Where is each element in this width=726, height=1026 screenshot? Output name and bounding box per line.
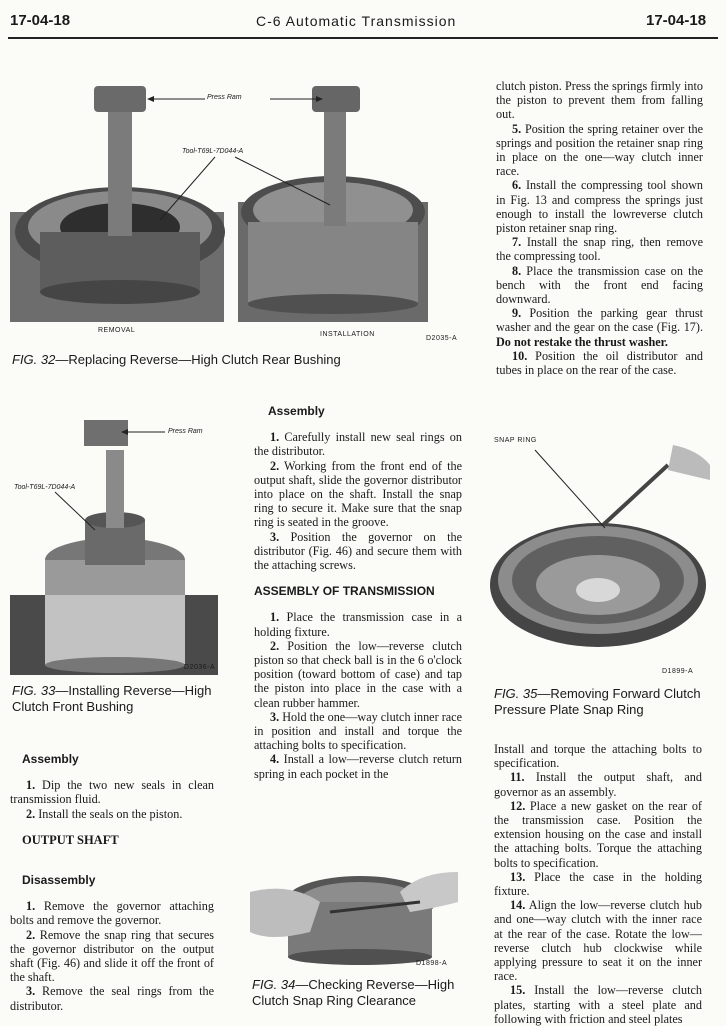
middle-column (254, 404, 462, 781)
disassembly-heading: Disassembly (22, 873, 96, 888)
fig33-press-ram-label: Press Ram (168, 428, 203, 435)
mid-assembly-heading: Assembly (268, 404, 325, 418)
fig34-caption-num: FIG. 34 (252, 977, 296, 992)
fig35-code: D1899-A (662, 668, 694, 675)
fig32-tool-label: Tool-T69L-7D044-A (182, 148, 244, 155)
trans-step-4: 4. Install a low—reverse clutch return spring in each pocket in the (254, 752, 463, 781)
left-assembly-heading: Assembly (22, 752, 79, 766)
fig34-caption (252, 977, 464, 1009)
right-step-10: 10. Position the oil distributor and tubes in place on the rear of the case. (496, 348, 704, 378)
fig32-callout-lines (0, 80, 480, 320)
restake-warning: Do not restake the thrust washer. (496, 334, 668, 349)
fig33-code: D2036-A (184, 664, 216, 671)
fig33-caption-num: FIG. 33 (12, 683, 56, 698)
right-step-12: 12. Place a new gasket on the rear of the transmission case. Position the extension housing on the case and install the attaching bolts. Torque the attaching bolts to specification. (494, 798, 702, 870)
right-step-6: 6. Install the compressing tool shown in Fig. 13 and compress the springs just enough to install the lowreverse clutch piston retainer snap ring. (496, 178, 703, 236)
fig35-caption-text: —Removing Forward Clutch Pressure Plate Snap Ring (494, 686, 701, 717)
fig34-code: D1898-A (416, 960, 448, 967)
disassembly-step-3: 3. Remove the seal rings from the distributor. (10, 984, 214, 1013)
mid-assembly-step-3: 3. Position the governor on the distributor (Fig. 46) and secure them with the attaching screws. (254, 529, 463, 573)
right-step-13: 13. Place the case in the holding fixture. (494, 869, 703, 899)
right-continuation: clutch piston. Press the springs firmly into the piston to prevent them from falling out. (496, 79, 703, 122)
mid-assembly-step-1: 1. Carefully install new seal rings on the distributor. (254, 430, 462, 459)
disassembly-step-1: 1. Remove the governor attaching bolts and remove the governor. (10, 899, 214, 928)
page-number-right: 17-04-18 (646, 12, 707, 29)
right-step-9: 9. Position the parking gear thrust washer and the gear on the case (Fig. 17). Do not restake the thrust washer. (496, 306, 704, 349)
right-step-14: 14. Align the low—reverse clutch hub and one—way clutch with the inner race at the rear of the case. Rotate the low—reverse clutch hub clockwise while applying pressure to seat it on the inner race. (494, 898, 702, 984)
fig34-caption-text: —Checking Reverse—High Clutch Snap Ring Clearance (252, 977, 455, 1008)
fig33-tool-label: Tool-T69L-7D044-A (14, 484, 76, 491)
right-step-8: 8. Place the transmission case on the bench with the front end facing downward. (496, 263, 703, 307)
right-bottom-continuation: Install and torque the attaching bolts to specification. (494, 742, 702, 771)
left-step-1: 1. Dip the two new seals in clean transmission fluid. (10, 778, 214, 807)
output-shaft-heading: OUTPUT SHAFT (22, 832, 119, 847)
fig34-photo (250, 862, 458, 970)
fig32-installation-label: INSTALLATION (320, 331, 375, 338)
right-step-7: 7. Install the snap ring, then remove the compressing tool. (496, 235, 704, 264)
fig35-snap-ring-label: SNAP RING (494, 437, 537, 444)
fig35-caption-num: FIG. 35 (494, 686, 538, 701)
left-column (10, 752, 214, 1013)
fig32-caption (12, 352, 482, 368)
disassembly-step-2: 2. Remove the snap ring that secures the governor distributor on the output shaft (Fig. 46) and slide it off the front of the shaft. (10, 927, 215, 985)
right-column-bottom (494, 742, 702, 1026)
trans-step-3: 3. Hold the one—way clutch inner race in position and install and torque the attaching bolts to specification. (254, 709, 463, 753)
fig32-code: D2035-A (426, 335, 458, 342)
right-column-top (496, 79, 703, 377)
fig32-caption-num: FIG. 32 (12, 352, 56, 367)
left-step-2: 2. Install the seals on the piston. (26, 806, 183, 821)
fig33-caption-text: —Installing Reverse—High Clutch Front Bushing (12, 683, 212, 714)
right-step-11: 11. Install the output shaft, and governor as an assembly. (494, 770, 702, 799)
mid-assembly-step-2: 2. Working from the front end of the output shaft, slide the governor distributor into place on the shaft. Install the snap ring to secure it. Make sure that the snap ring is seated in the groove. (254, 458, 462, 530)
header-rule (8, 37, 718, 39)
page-number-left: 17-04-18 (10, 12, 71, 29)
fig32-press-ram-label: Press Ram (207, 94, 242, 101)
trans-step-1: 1. Place the transmission case in a holding fixture. (254, 610, 463, 639)
fig35-caption (494, 686, 714, 718)
trans-step-2: 2. Position the low—reverse clutch piston so that check ball is in the 6 o'clock position (toward bottom of case) and tap the piston into place in the case with a clean rubber hammer. (254, 638, 463, 710)
page-title: C-6 Automatic Transmission (256, 13, 457, 29)
fig33-caption (12, 683, 227, 715)
right-step-5: 5. Position the spring retainer over the springs and position the retainer snap ring in place on the one—way clutch inner race. (496, 121, 703, 179)
right-step-15: 15. Install the low—reverse clutch plates, starting with a steel plate and following with friction and steel plates (494, 983, 703, 1026)
fig35-callout-line (480, 440, 620, 540)
fig32-caption-text: —Replacing Reverse—High Clutch Rear Bushing (55, 352, 341, 367)
fig32-removal-label: REMOVAL (98, 327, 136, 334)
assembly-of-transmission-heading: ASSEMBLY OF TRANSMISSION (254, 584, 435, 599)
